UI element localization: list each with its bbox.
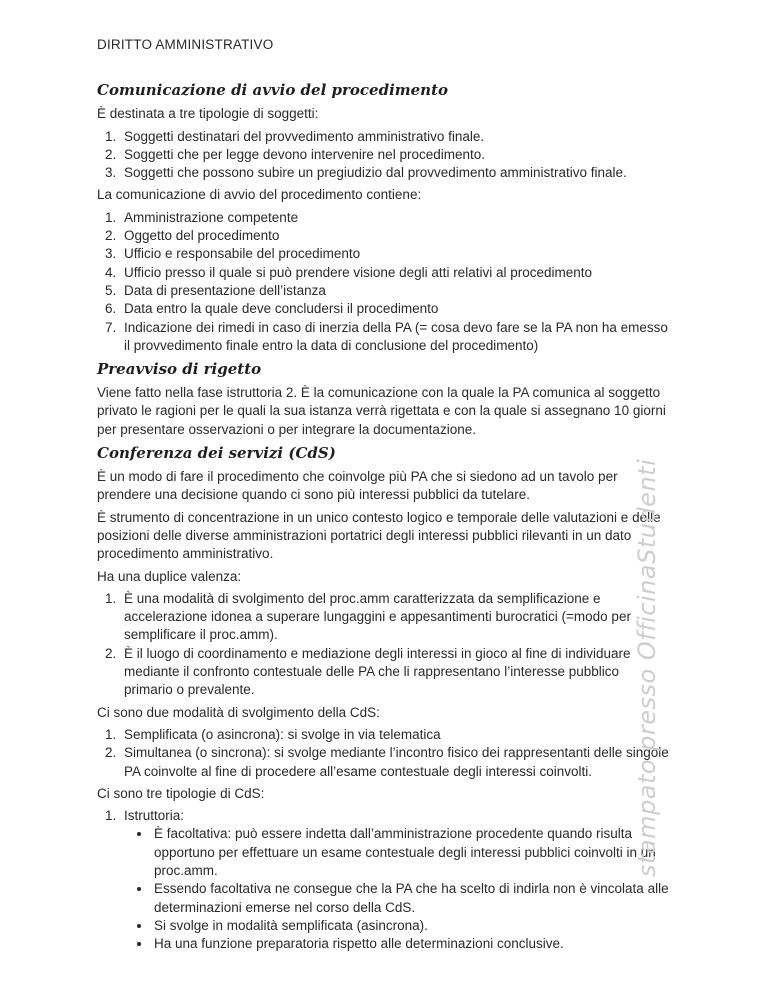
list-item-text: Semplificata (o asincrona): si svolge in via telematica <box>124 726 441 742</box>
bullet-item: • Ha una funzione preparatoria rispetto alle determinazioni conclusive. <box>152 935 671 953</box>
list-item <box>120 227 671 245</box>
list-item-text: Amministrazione competente <box>124 209 299 225</box>
list-item-text: Data di presentazione dell’istanza <box>124 282 326 298</box>
paragraph: È strumento di concentrazione in un unico contesto logico e temporale delle valutazioni e delle posizioni delle diverse amministrazioni portatrici degli interessi pubblici rilevanti in un dato procedimento amministrativo. <box>97 509 661 562</box>
list-item <box>120 128 671 146</box>
paragraph: Viene fatto nella fase istruttoria 2. È la comunicazione con la quale la PA comunica al soggetto privato le ragioni per le quali la sua istanza verrà rigettata e con la quale si assegnano 10 giorni per presentare osservazioni o per integrare la documentazione. <box>97 385 666 437</box>
bullet-item: • Essendo facoltativa ne consegue che la PA che ha scelto di indirla non è vincolata alle determinazioni emerse nel corso della CdS. <box>152 880 671 917</box>
paragraph: Ha una duplice valenza: <box>97 568 242 584</box>
list-item-text: Indicazione dei rimedi in caso di inerzia della PA (= cosa devo fare se la PA non ha emesso il provvedimento finale entro la data di conclusione del procedimento) <box>124 319 668 353</box>
list-item-text: Soggetti che per legge devono intervenire nel procedimento. <box>124 146 485 162</box>
list-item <box>120 726 671 744</box>
watermark-text: stampato presso OfficinaStudenti <box>633 458 661 877</box>
numbered-list <box>97 128 671 183</box>
list-item <box>120 164 671 182</box>
bullet-item: • È facoltativa: può essere indetta dall’amministrazione procedente quando risulta opportuno per effettuare un esame contestuale degli interessi pubblici coinvolti in un proc.amm. <box>152 825 671 880</box>
list-item <box>120 744 671 781</box>
bullet-item: • Si svolge in modalità semplificata (asincrona). <box>152 917 671 935</box>
list-item <box>120 319 671 356</box>
list-item <box>120 807 671 953</box>
document-body <box>97 80 671 953</box>
numbered-list <box>97 590 671 700</box>
section-heading: Comunicazione di avvio del procedimento <box>97 81 449 100</box>
numbered-list <box>97 726 671 781</box>
list-item-text: È il luogo di coordinamento e mediazione degli interessi in gioco al fine di individuare mediante il confronto contestuale delle PA che li rappresentano l’interesse pubblico primario o prevalente. <box>124 645 631 698</box>
paragraph: È destinata a tre tipologie di soggetti: <box>97 106 319 122</box>
list-item <box>120 282 671 300</box>
section-heading: Conferenza dei servizi (CdS) <box>97 444 336 463</box>
paragraph: Ci sono due modalità di svolgimento della CdS: <box>97 704 380 720</box>
list-item-text: Oggetto del procedimento <box>124 228 280 244</box>
paragraph: Ci sono tre tipologie di CdS: <box>97 785 265 801</box>
list-item-text: Soggetti che possono subire un pregiudizio dal provvedimento amministrativo finale. <box>124 165 627 181</box>
list-item-text: Soggetti destinatari del provvedimento amministrativo finale. <box>124 128 485 144</box>
list-item-text: Simultanea (o sincrona): si svolge mediante l’incontro fisico dei rappresentanti delle singole PA coinvolte al fine di procedere all’esame contestuale degli interessi coinvolti. <box>124 745 669 779</box>
list-item-text: Ufficio e responsabile del procedimento <box>124 246 361 262</box>
section-heading: Preavviso di rigetto <box>97 360 262 379</box>
list-item <box>120 645 671 700</box>
page-title: DIRITTO AMMINISTRATIVO <box>97 37 274 52</box>
list-item <box>120 209 671 227</box>
numbered-list <box>97 209 671 355</box>
numbered-list <box>97 807 671 953</box>
list-item <box>120 300 671 318</box>
list-item <box>120 590 671 645</box>
list-item-text: È una modalità di svolgimento del proc.amm caratterizzata da semplificazione e accelerazione idonea a superare lungaggini e appesantimenti burocratici (=modo per semplificare il proc.amm). <box>124 590 631 643</box>
paragraph: È un modo di fare il procedimento che coinvolge più PA che si siedono ad un tavolo per prendere una decisione quando ci sono più interessi pubblici da tutelare. <box>97 469 618 503</box>
list-item <box>120 245 671 263</box>
list-item-text: Ufficio presso il quale si può prendere visione degli atti relativi al procedimento <box>124 264 593 280</box>
list-item <box>120 264 671 282</box>
list-item-text: Istruttoria: <box>124 808 185 824</box>
bullet-list <box>124 825 671 953</box>
list-item-text: Data entro la quale deve concludersi il procedimento <box>124 301 439 317</box>
list-item <box>120 146 671 164</box>
paragraph: La comunicazione di avvio del procedimento contiene: <box>97 187 422 203</box>
